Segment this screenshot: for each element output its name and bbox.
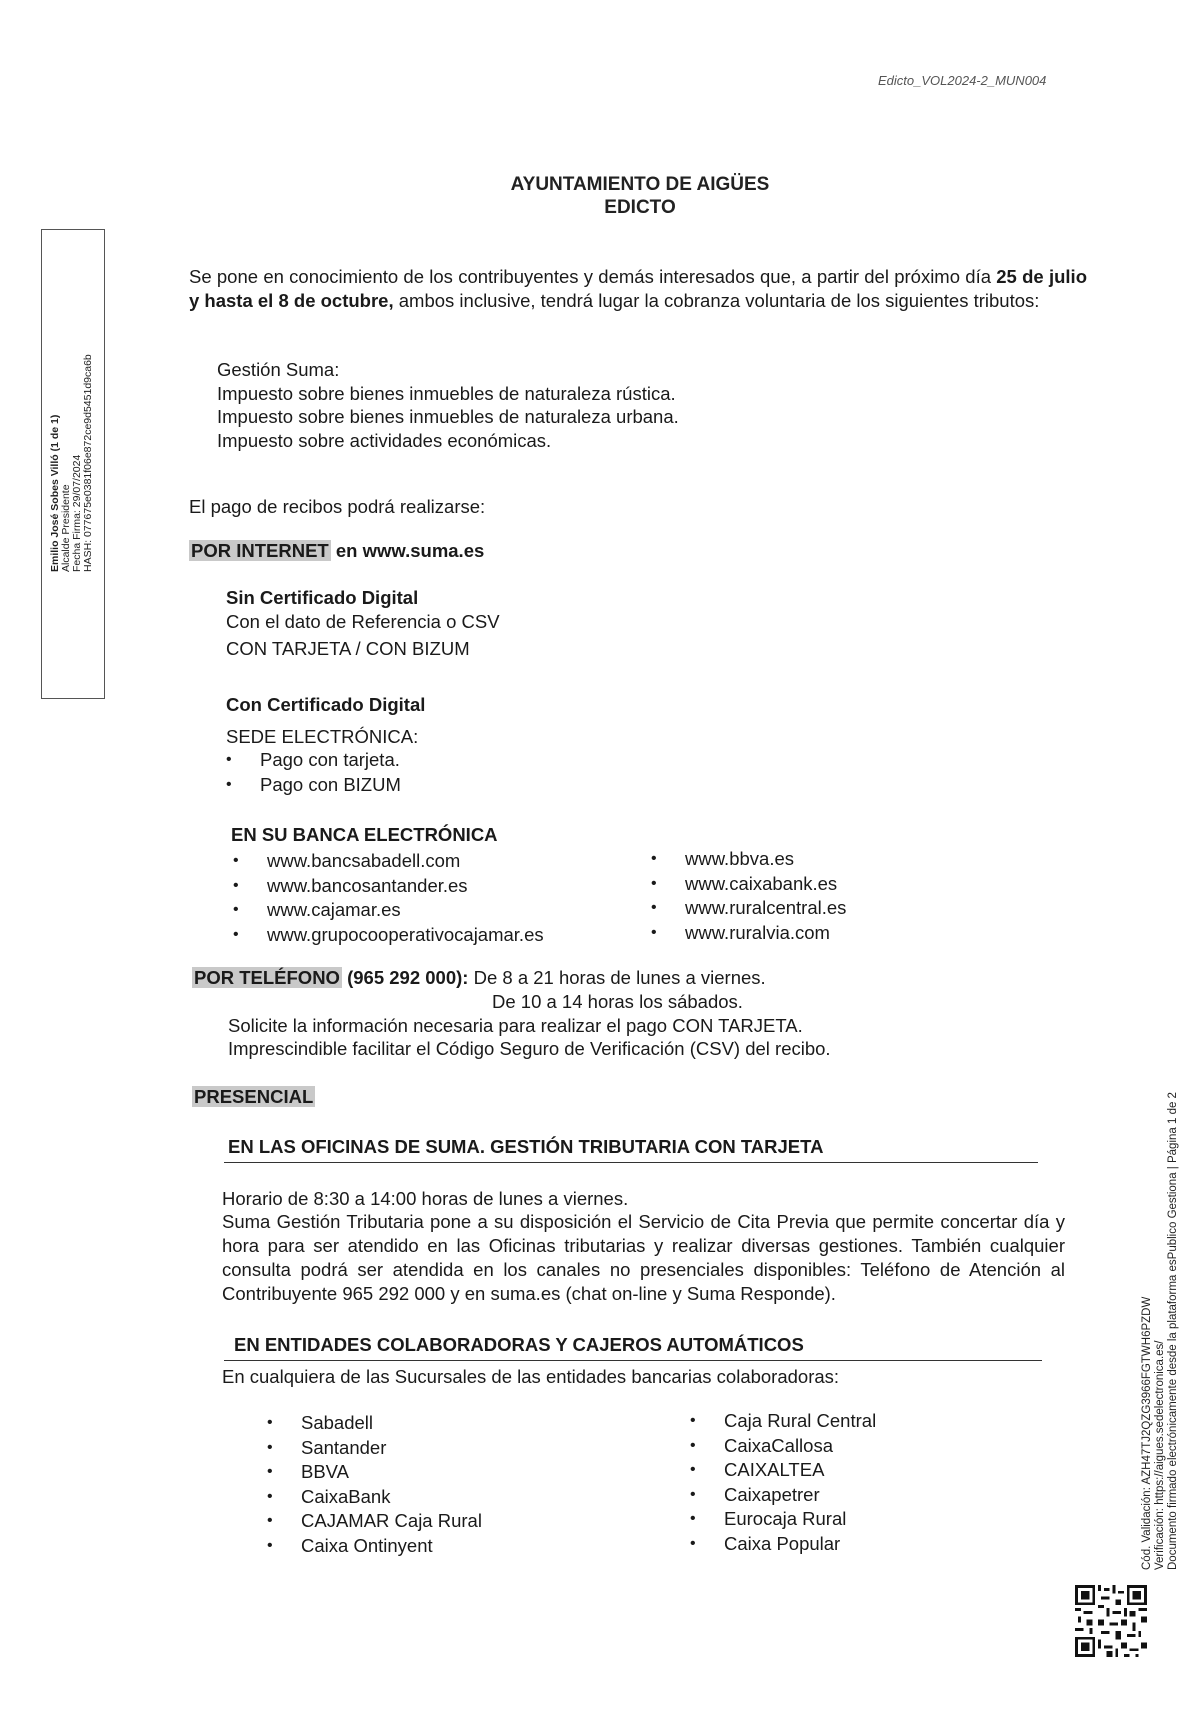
oficinas-divider bbox=[224, 1162, 1038, 1163]
validation-block bbox=[1141, 1092, 1180, 1570]
bank-entity: • CAJAMAR Caja Rural bbox=[267, 1509, 482, 1534]
bank-website: • www.bbva.es bbox=[651, 847, 846, 872]
intro-text-c: ambos inclusive, tendrá lugar la cobranza voluntaria de los siguientes tributos: bbox=[393, 290, 1040, 311]
validation-code: Cód. Validación: AZH47TJ2QZG3966FGTWH6PZDW bbox=[1141, 1296, 1153, 1570]
telefono-number: (965 292 000): bbox=[347, 967, 469, 988]
bank-website: • www.caixabank.es bbox=[651, 872, 846, 897]
intro-paragraph bbox=[189, 265, 1087, 313]
intro-text-a: Se pone en conocimiento de los contribuyentes y demás interesados que, a partir del próximo día bbox=[189, 266, 997, 287]
bank-website: • www.ruralcentral.es bbox=[651, 896, 846, 921]
banca-right-list bbox=[651, 847, 846, 945]
telefono-info-line: Imprescindible facilitar el Código Seguro de Verificación (CSV) del recibo. bbox=[228, 1038, 831, 1059]
presencial-heading bbox=[192, 1085, 315, 1109]
oficinas-horario: Horario de 8:30 a 14:00 horas de lunes a viernes. bbox=[222, 1188, 629, 1209]
internet-site: en www.suma.es bbox=[335, 540, 485, 561]
oficinas-paragraph: Suma Gestión Tributaria pone a su disposición el Servicio de Cita Previa que permite concertar día y hora para ser atendido en las Oficinas tributarias y realizar diversas gestiones. También cualquier consulta podrá ser atendida en los canales no presenciales disponibles: Teléfono de Atención al Contribuyente 965 292 000 y en suma.es (chat on-line y Suma Responde). bbox=[222, 1211, 1065, 1304]
entidades-divider bbox=[224, 1360, 1042, 1361]
entidades-intro: En cualquiera de las Sucursales de las entidades bancarias colaboradoras: bbox=[222, 1366, 840, 1387]
con-certificado-block bbox=[226, 693, 425, 797]
sin-certificado-line: CON TARJETA / CON BIZUM bbox=[226, 638, 470, 659]
bank-entity: • Santander bbox=[267, 1436, 482, 1461]
telefono-info-line: Solicite la información necesaria para realizar el pago CON TARJETA. bbox=[228, 1015, 803, 1036]
telefono-label: POR TELÉFONO bbox=[194, 967, 340, 988]
signer-name: Emilio José Sobes Villó (1 de 1) bbox=[49, 414, 61, 572]
tributos-list bbox=[217, 358, 679, 452]
validation-platform: Documento firmado electrónicamente desde la plataforma esPublico Gestiona | Página 1 de 2 bbox=[1167, 1092, 1179, 1570]
document-subtitle: EDICTO bbox=[604, 197, 676, 218]
presencial-label: PRESENCIAL bbox=[194, 1086, 314, 1107]
bank-entity: • Caixapetrer bbox=[690, 1483, 876, 1508]
bank-entity: • BBVA bbox=[267, 1460, 482, 1485]
bank-entity: • Caja Rural Central bbox=[690, 1409, 876, 1434]
bank-website: • www.bancsabadell.com bbox=[233, 849, 544, 874]
tributo-item: Gestión Suma: bbox=[217, 359, 340, 380]
telefono-heading bbox=[192, 966, 766, 990]
payment-intro: El pago de recibos podrá realizarse: bbox=[189, 496, 486, 517]
document-title: AYUNTAMIENTO DE AIGÜES bbox=[510, 174, 770, 195]
telefono-hours-weekdays: De 8 a 21 horas de lunes a viernes. bbox=[473, 967, 766, 988]
signer-role: Alcalde Presidente bbox=[60, 484, 72, 572]
bank-entity: • Caixa Popular bbox=[690, 1532, 876, 1557]
document-reference: Edicto_VOL2024-2_MUN004 bbox=[878, 73, 1047, 88]
con-certificado-title: Con Certificado Digital bbox=[226, 694, 426, 715]
oficinas-title: EN LAS OFICINAS DE SUMA. GESTIÓN TRIBUTARIA CON TARJETA bbox=[228, 1136, 824, 1157]
entidades-left-list bbox=[267, 1411, 482, 1558]
list-item: • Pago con BIZUM bbox=[226, 773, 425, 798]
con-certificado-list bbox=[226, 748, 425, 797]
bank-entity: • CaixaBank bbox=[267, 1485, 482, 1510]
internet-label: POR INTERNET bbox=[191, 540, 329, 561]
signature-hash: HASH: 077675e0381f06e872ce9d5451d9ca6b bbox=[82, 354, 94, 572]
sin-certificado-title: Sin Certificado Digital bbox=[226, 587, 419, 608]
bank-website: • www.grupocooperativocajamar.es bbox=[233, 923, 544, 948]
list-item: • Pago con tarjeta. bbox=[226, 748, 425, 773]
banca-left-list bbox=[233, 849, 544, 947]
bank-website: • www.cajamar.es bbox=[233, 898, 544, 923]
qr-code-icon bbox=[1075, 1585, 1147, 1657]
bank-entity: • Eurocaja Rural bbox=[690, 1507, 876, 1532]
bank-website: • www.bancosantander.es bbox=[233, 874, 544, 899]
sede-electronica-label: SEDE ELECTRÓNICA: bbox=[226, 725, 419, 747]
signature-date: Fecha Firma: 29/07/2024 bbox=[71, 454, 83, 572]
validation-url: Verificación: https://aigues.sedelectronica.es/ bbox=[1154, 1340, 1166, 1570]
sin-certificado-block bbox=[226, 586, 500, 661]
entidades-title: EN ENTIDADES COLABORADORAS Y CAJEROS AUTOMÁTICOS bbox=[234, 1334, 804, 1355]
bank-entity: • CaixaCallosa bbox=[690, 1434, 876, 1459]
tributo-item: Impuesto sobre actividades económicas. bbox=[217, 429, 552, 451]
bank-entity: • CAIXALTEA bbox=[690, 1458, 876, 1483]
tributo-item: Impuesto sobre bienes inmuebles de naturaleza urbana. bbox=[217, 406, 679, 427]
intro-dates: 25 de julio y hasta el 8 de octubre, bbox=[189, 266, 1087, 311]
bank-website: • www.ruralvia.com bbox=[651, 921, 846, 946]
signature-block bbox=[50, 354, 94, 572]
entidades-right-list bbox=[690, 1409, 876, 1556]
telefono-hours-saturday: De 10 a 14 horas los sábados. bbox=[492, 991, 743, 1012]
bank-entity: • Sabadell bbox=[267, 1411, 482, 1436]
tributo-item: Impuesto sobre bienes inmuebles de naturaleza rústica. bbox=[217, 382, 676, 404]
internet-heading bbox=[189, 539, 484, 563]
banca-electronica-title: EN SU BANCA ELECTRÓNICA bbox=[231, 824, 498, 845]
sin-certificado-line: Con el dato de Referencia o CSV bbox=[226, 610, 500, 632]
bank-entity: • Caixa Ontinyent bbox=[267, 1534, 482, 1559]
